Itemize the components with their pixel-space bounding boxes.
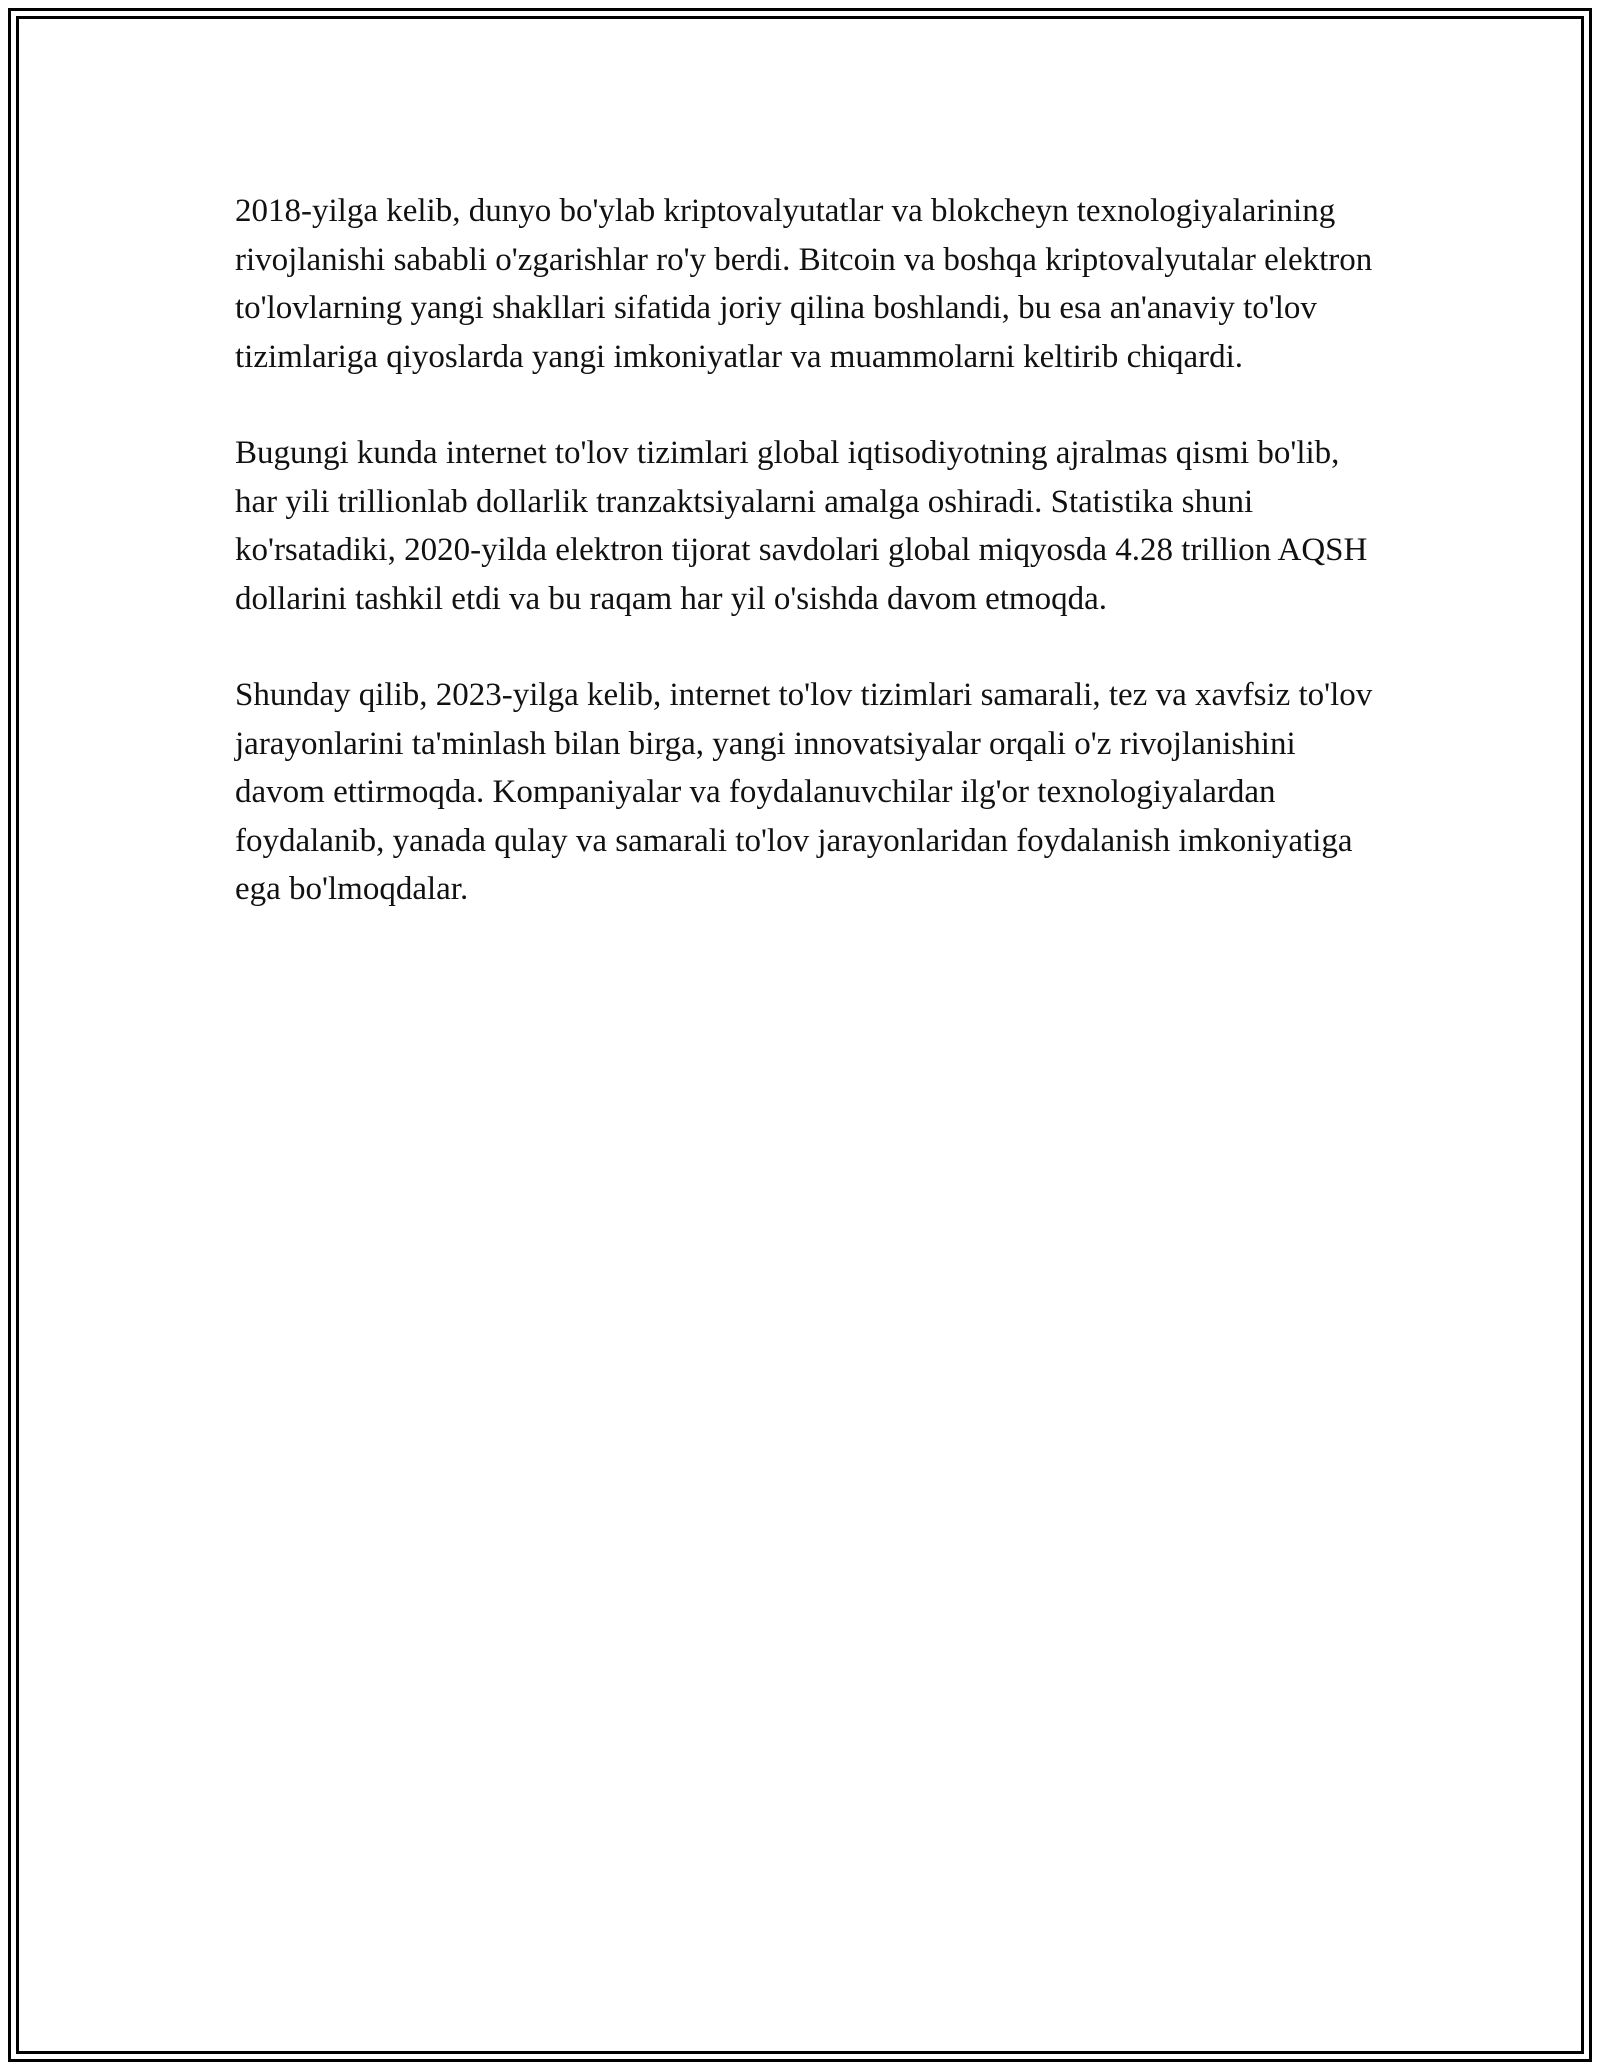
- paragraph-conclusion-2023: Shunday qilib, 2023-yilga kelib, internet to'lov tizimlari samarali, tez va xavfsiz to'lov jarayonlarini ta'minlash bilan birga, yangi innovatsiyalar orqali o'z rivojlanishini davom ettirmoqda. Kompaniyalar va foydalanuvchilar ilg'or texnologiyalardan foydalanib, yanada qulay va samarali to'lov jarayonlaridan foydalanish imkoniyatiga ega bo'lmoqdalar.: [235, 677, 1373, 907]
- paragraph-crypto-2018: 2018-yilga kelib, dunyo bo'ylab kriptovalyutatlar va blokcheyn texnologiyalarining rivojlanishi sababli o'zgarishlar ro'y berdi. Bitcoin va boshqa kriptovalyutalar elektron to'lovlarning yangi shakllari sifatida joriy qilina boshlandi, bu esa an'anaviy to'lov tizimlariga qiyoslarda yangi imkoniyatlar va muammolarni keltirib chiqardi.: [235, 193, 1373, 375]
- paragraph-payment-statistics: Bugungi kunda internet to'lov tizimlari global iqtisodiyotning ajralmas qismi bo'lib, har yili trillionlab dollarlik tranzaktsiyalarni amalga oshiradi. Statistika shuni ko'rsatadiki, 2020-yilda elektron tijorat savdolari global miqyosda 4.28 trillion AQSH dollarini tashkil etdi va bu raqam har yil o'sishda davom etmoqda.: [235, 435, 1368, 617]
- document-body: [235, 187, 1375, 914]
